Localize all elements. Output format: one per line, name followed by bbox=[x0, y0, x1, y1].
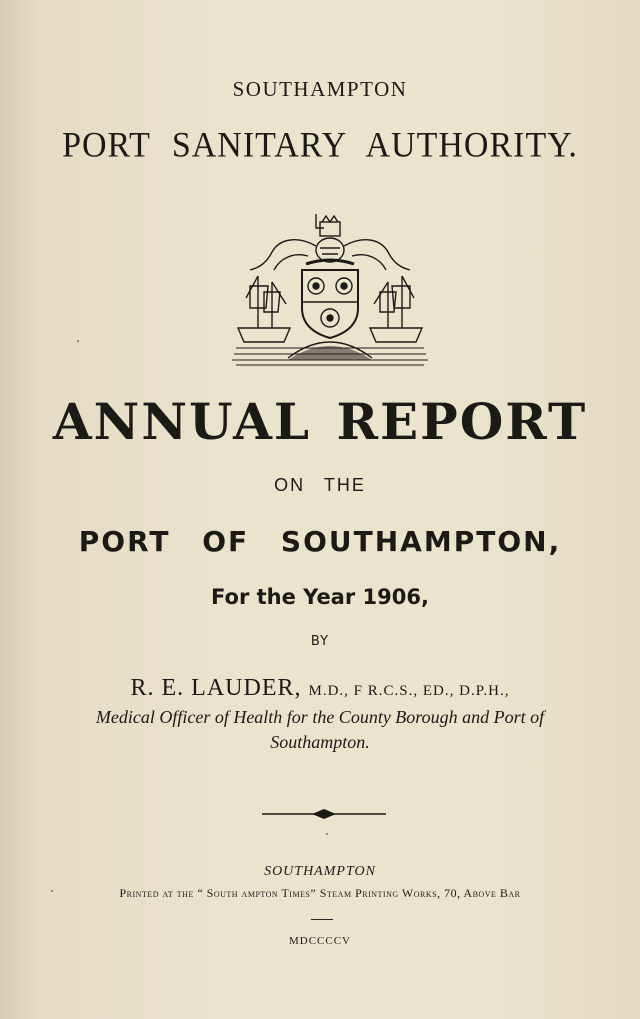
imprint-roman-year: MDCCCCV bbox=[288, 935, 352, 947]
author-line bbox=[0, 675, 640, 702]
report-title: ANNUAL REPORT bbox=[52, 392, 588, 451]
imprint-city: SOUTHAMPTON bbox=[264, 864, 376, 879]
year-line: For the Year 1906, bbox=[211, 585, 429, 609]
imprint-divider bbox=[311, 919, 333, 920]
paper-speck bbox=[77, 340, 79, 342]
connector-text: ON THE bbox=[274, 475, 366, 495]
author-role-line-2: Southampton. bbox=[270, 732, 370, 752]
author-name: R. E. LAUDER, bbox=[130, 675, 302, 701]
authority-title: PORT SANITARY AUTHORITY. bbox=[62, 126, 578, 165]
coat-of-arms-icon bbox=[228, 208, 432, 370]
header-city: SOUTHAMPTON bbox=[232, 77, 408, 101]
author-qualifications: M.D., F R.C.S., ED., D.P.H., bbox=[308, 683, 510, 699]
paper-speck bbox=[326, 833, 328, 835]
diamond-rule-icon bbox=[260, 806, 388, 822]
paper-speck bbox=[51, 890, 53, 892]
subject-title: PORT OF SOUTHAMPTON, bbox=[78, 525, 562, 558]
author-role-line-1: Medical Officer of Health for the County Borough and Port of bbox=[95, 707, 545, 727]
by-text: BY bbox=[310, 634, 330, 649]
imprint-printer: Printed at the “ South ampton Times” Steam Printing Works, 70, Above Bar bbox=[119, 886, 521, 900]
